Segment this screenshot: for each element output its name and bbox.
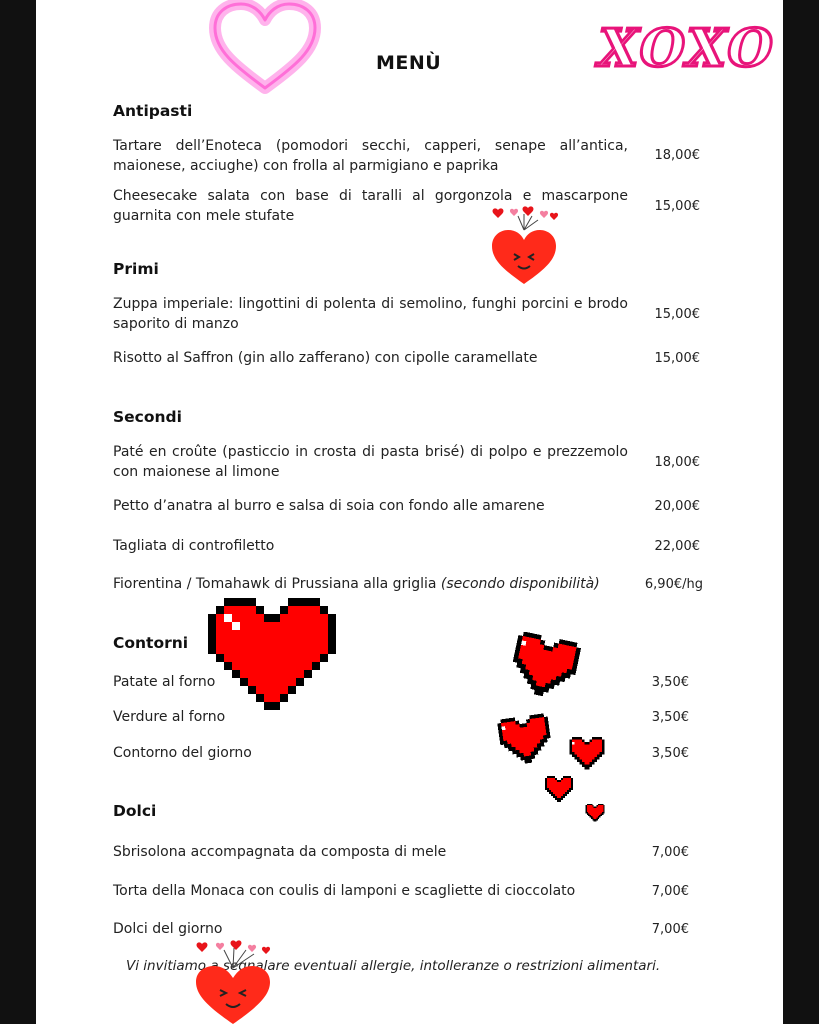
menu-item-name: Paté en croûte (pasticcio in crosta di pasta brisé) di polpo e prezzemolo con maionese al limone xyxy=(113,444,628,480)
menu-item-name: Sbrisolona accompagnata da composta di mele xyxy=(113,844,447,860)
cute-heart-icon xyxy=(190,938,276,1024)
pixel-heart-icon xyxy=(208,598,336,710)
section-title-dolci: Dolci xyxy=(113,802,157,820)
menu-item-price: 22,00€ xyxy=(654,539,700,554)
menu-item-name: Verdure al forno xyxy=(113,709,226,725)
section-title-antipasti: Antipasti xyxy=(113,102,193,120)
menu-item-price: 15,00€ xyxy=(654,307,700,322)
menu-item-name: Torta della Monaca con coulis di lamponi e scagliette di cioccolato xyxy=(113,883,576,899)
menu-item-label: Fiorentina / Tomahawk di Prussiana alla griglia xyxy=(113,576,437,592)
menu-item-price: 3,50€ xyxy=(651,746,689,761)
menu-item-name: Zuppa imperiale: lingottini di polenta di semolino, funghi porcini e brodo saporito di manzo xyxy=(113,296,628,332)
section-title-primi: Primi xyxy=(113,260,159,278)
menu-item-name: Tartare dell’Enoteca (pomodori secchi, capperi, senape all’antica, maionese, acciughe) con frolla al parmigiano e paprika xyxy=(113,138,628,174)
menu-item-price: 20,00€ xyxy=(654,499,700,514)
pixel-heart-icon xyxy=(567,734,607,770)
menu-item-name: Dolci del giorno xyxy=(113,921,223,937)
menu-item-price: 3,50€ xyxy=(651,710,689,725)
page-title: MENÙ xyxy=(376,52,442,74)
menu-item-price: 15,00€ xyxy=(654,199,700,214)
menu-item-name: Contorno del giorno xyxy=(113,745,252,761)
menu-item-note: (secondo disponibilità) xyxy=(440,576,600,592)
neon-heart-icon xyxy=(205,0,325,100)
menu-item-name: Tagliata di controfiletto xyxy=(113,538,275,554)
menu-item-price: 3,50€ xyxy=(651,675,689,690)
pixel-heart-icon xyxy=(496,712,554,764)
menu-item-price: 7,00€ xyxy=(651,845,689,860)
xoxo-decoration: XOXO xyxy=(591,18,782,79)
pixel-heart-icon xyxy=(584,802,606,822)
menu-item-name: Cheesecake salata con base di taralli al gorgonzola e mascarpone guarnita con mele stufate xyxy=(113,188,628,224)
pixel-heart-icon xyxy=(543,774,575,802)
menu-item-name: Patate al forno xyxy=(113,674,216,690)
section-title-secondi: Secondi xyxy=(113,408,182,426)
menu-item-price: 18,00€ xyxy=(654,148,700,163)
menu-item-price: 15,00€ xyxy=(654,351,700,366)
menu-item-price: 7,00€ xyxy=(651,884,689,899)
menu-item-name: Risotto al Saffron (gin allo zafferano) con cipolle caramellate xyxy=(113,350,538,366)
menu-item-price: 7,00€ xyxy=(651,922,689,937)
cute-heart-icon xyxy=(488,204,560,286)
menu-item-name: Petto d’anatra al burro e salsa di soia con fondo alle amarene xyxy=(113,498,545,514)
allergy-note: Vi invitiamo a segnalare eventuali allergie, intolleranze o restrizioni alimentari. xyxy=(126,958,661,974)
section-title-contorni: Contorni xyxy=(113,634,189,652)
menu-item-price: 18,00€ xyxy=(654,455,700,470)
pixel-heart-icon xyxy=(508,632,582,696)
menu-item-price: 6,90€/hg xyxy=(644,577,703,592)
menu-item-name xyxy=(113,574,613,594)
